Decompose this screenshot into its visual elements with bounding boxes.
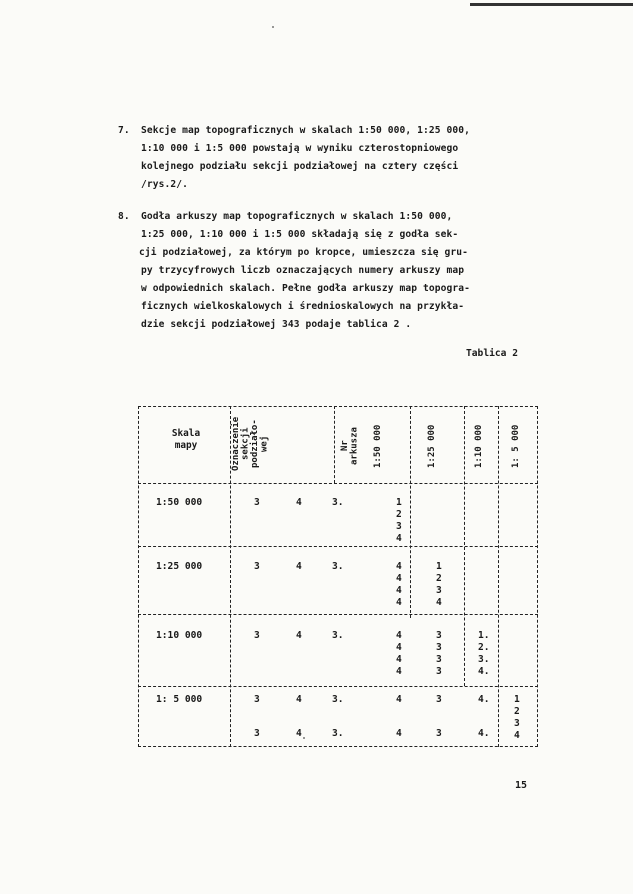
cell-digit: 4 [436, 597, 442, 608]
paragraph-line: ficznych wielkoskalowych i średnioskalowych na przykła- [141, 301, 465, 312]
cell-digit: 3 [436, 630, 442, 641]
cell-digit: 4. [478, 728, 490, 739]
cell-digit: 1 [396, 497, 402, 508]
cell-digit: 4 [396, 597, 402, 608]
header-sheet-label: Nr arkusza [340, 427, 360, 465]
paragraph-line: Sekcje map topograficznych w skalach 1:50 000, 1:25 000, [141, 125, 471, 136]
paragraph-line: 1:25 000, 1:10 000 i 1:5 000 składają się z godła sek- [141, 229, 459, 240]
cell-digit: 3. [332, 728, 344, 739]
cell-digit: 4. [478, 694, 490, 705]
header-section: Oznaczenie sekcji podziało- wej [231, 416, 270, 472]
cell-digit: 3 [254, 630, 260, 641]
paragraph-line: Godła arkuszy map topograficznych w skalach 1:50 000, [141, 211, 453, 222]
table-2 [138, 406, 538, 747]
cell-digit: 4 [396, 642, 402, 653]
page-number: 15 [515, 780, 528, 791]
cell-digit: 3 [436, 694, 442, 705]
cell-digit: 4 [396, 654, 402, 665]
cell-digit: 1. [478, 630, 490, 641]
table-rule [537, 406, 538, 747]
row-scale: 1:25 000 [156, 561, 203, 572]
cell-digit: 3 [514, 718, 520, 729]
cell-digit: 3 [254, 561, 260, 572]
paragraph-line: w odpowiednich skalach. Pełne godła arkuszy map topogra- [141, 283, 471, 294]
cell-digit: 3 [254, 497, 260, 508]
cell-digit: 4 [396, 630, 402, 641]
paragraph-line: py trzycyfrowych liczb oznaczających numery arkuszy map [141, 265, 465, 276]
cell-digit: 4 [296, 630, 302, 641]
paragraph-line: cji podziałowej, za którym po kropce, umieszcza się gru- [139, 247, 469, 258]
header-scale-25: 1:25 000 [427, 424, 437, 468]
cell-digit: 4 [396, 561, 402, 572]
table-rule [138, 546, 538, 547]
cell-digit: 4 [296, 728, 302, 739]
paragraph-line: kolejnego podziału sekcji podziałowej na cztery części [141, 161, 459, 172]
scan-speck [272, 26, 274, 28]
cell-digit: 3. [332, 497, 344, 508]
table-rule [138, 406, 538, 407]
cell-digit: 4 [396, 666, 402, 677]
cell-digit: 1 [514, 694, 520, 705]
cell-digit: 3 [254, 728, 260, 739]
table-rule [138, 406, 139, 747]
cell-digit: 1 [436, 561, 442, 572]
cell-digit: 4 [396, 728, 402, 739]
header-scale-10: 1:10 000 [474, 424, 484, 468]
table-rule [138, 614, 538, 615]
cell-digit: 3 [436, 728, 442, 739]
cell-digit: 3 [396, 521, 402, 532]
scan-edge-line [470, 3, 633, 6]
cell-digit: 2 [514, 706, 520, 717]
cell-digit: 4 [296, 561, 302, 572]
table-caption: Tablica 2 [466, 348, 518, 359]
cell-digit: 2 [436, 573, 442, 584]
cell-digit: 4 [396, 585, 402, 596]
cell-digit: 4 [396, 533, 402, 544]
paragraph-number: 7. [118, 125, 130, 136]
cell-digit: 3 [436, 654, 442, 665]
cell-digit: 4. [478, 666, 490, 677]
cell-digit: 3 [254, 694, 260, 705]
row-scale: 1: 5 000 [156, 694, 203, 705]
row-scale: 1:10 000 [156, 630, 203, 641]
cell-digit: 3. [332, 630, 344, 641]
table-rule [138, 686, 538, 687]
table-rule [464, 406, 465, 686]
header-sheet-50: 1:50 000 [373, 424, 383, 468]
cell-digit: 4 [396, 694, 402, 705]
paragraph-line: 1:10 000 i 1:5 000 powstają w wyniku czterostopniowego [141, 143, 459, 154]
table-rule [410, 406, 411, 618]
cell-digit: 3. [332, 694, 344, 705]
cell-digit: 3 [436, 585, 442, 596]
table-rule [334, 406, 335, 483]
cell-digit: 3 [436, 666, 442, 677]
row-scale: 1:50 000 [156, 497, 203, 508]
paragraph-line: /rys.2/. [141, 179, 189, 190]
cell-digit: 2 [396, 509, 402, 520]
table-rule [138, 746, 538, 747]
cell-digit: 2. [478, 642, 490, 653]
paragraph-line: dzie sekcji podziałowej 343 podaje tablica 2 . [141, 319, 412, 330]
cell-digit: 3. [332, 561, 344, 572]
cell-digit: 4 [296, 694, 302, 705]
cell-digit: 4 [514, 730, 520, 741]
cell-digit: 3 [436, 642, 442, 653]
paragraph-number: 8. [118, 211, 130, 222]
table-rule [498, 406, 499, 747]
header-scale: Skala mapy [171, 428, 201, 451]
cell-digit: 4 [296, 497, 302, 508]
header-scale-5: 1: 5 000 [511, 424, 521, 468]
cell-digit: 4 [396, 573, 402, 584]
table-rule [138, 483, 538, 484]
cell-digit: 3. [478, 654, 490, 665]
